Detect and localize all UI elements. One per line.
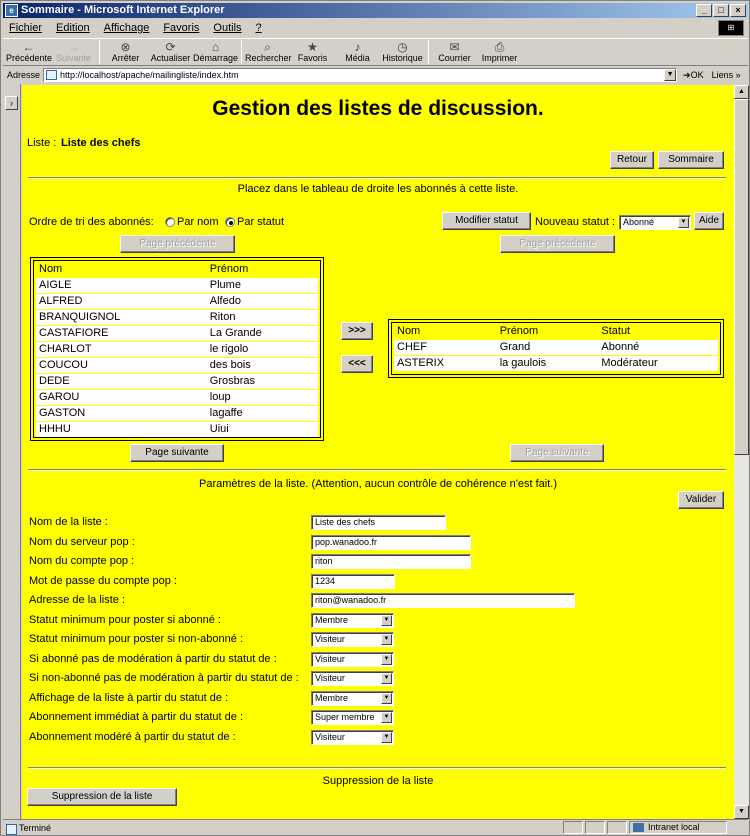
toolbar (3, 38, 748, 66)
address-label: Adresse (7, 70, 41, 80)
param-label: Abonnement immédiat à partir du statut de : (29, 711, 244, 723)
modifier-statut-button[interactable]: Modifier statut (442, 212, 531, 230)
toolbar-precedente-button[interactable] (6, 39, 51, 65)
sort-by-status-radio[interactable] (225, 217, 235, 227)
toolbar-arreter-button[interactable] (103, 39, 148, 65)
table-row[interactable] (36, 326, 318, 342)
chevron-down-icon: ▼ (381, 634, 392, 645)
column-header: Prénom (499, 325, 539, 337)
demarrage-icon: ⌂ (211, 40, 220, 54)
param-select[interactable]: Visiteur ▼ (311, 671, 394, 686)
table-cell: loup (209, 391, 231, 403)
ie-icon: e (5, 4, 18, 17)
left-prev-page-button[interactable]: Page précédente (120, 235, 235, 253)
chevron-down-icon: ▼ (381, 732, 392, 743)
menu-affichage[interactable]: Affichage (103, 22, 150, 34)
valider-button[interactable]: Valider (678, 491, 724, 509)
media-icon: ♪ (354, 40, 361, 54)
sort-by-name-radio[interactable] (165, 217, 175, 227)
toolbar-label: Démarrage (193, 53, 239, 63)
list-name: Liste des chefs (61, 137, 141, 149)
list-label: Liste : (27, 137, 57, 149)
table-row[interactable] (394, 340, 718, 356)
table-cell: COUCOU (39, 359, 88, 371)
param-select[interactable]: Visiteur ▼ (311, 632, 394, 647)
address-input[interactable]: http://localhost/apache/mailingliste/index.htm ▼ (43, 68, 677, 82)
toolbar-label: Favoris (297, 53, 328, 63)
toolbar-rechercher-button[interactable] (245, 39, 290, 65)
explorer-bar-toggle (3, 84, 21, 819)
historique-icon: ◷ (397, 40, 408, 54)
divider (28, 177, 726, 179)
table-row[interactable] (36, 310, 318, 326)
suivante-icon: → (67, 40, 80, 54)
toolbar-historique-button[interactable] (380, 39, 425, 65)
param-label: Nom du serveur pop : (29, 535, 135, 548)
table-cell: lagaffe (209, 407, 243, 419)
table-row[interactable] (36, 342, 318, 358)
title-bar (3, 3, 748, 18)
sort-label: Ordre de tri des abonnés: (29, 216, 154, 228)
chevron-down-icon: ▼ (381, 693, 392, 704)
remove-subscriber-button[interactable]: <<< (341, 355, 373, 373)
favoris-icon: ★ (307, 40, 318, 54)
param-select[interactable]: Super membre ▼ (311, 710, 394, 725)
list-subscribers-table (388, 319, 724, 378)
column-header: Statut (601, 325, 631, 337)
table-cell: Alfedo (209, 295, 241, 307)
scroll-thumb[interactable] (734, 99, 749, 455)
status-text: Terminé (3, 823, 563, 833)
menu-outils[interactable]: Outils (213, 22, 242, 34)
delete-title: Suppression de la liste (322, 775, 434, 787)
param-label: Nom du compte pop : (29, 555, 135, 567)
table-row[interactable] (36, 278, 318, 294)
rechercher-icon: ⌕ (264, 40, 271, 54)
param-input[interactable]: Liste des chefs (311, 515, 446, 530)
retour-button[interactable]: Retour (610, 151, 654, 169)
right-next-page-button[interactable]: Page suivante (510, 444, 604, 462)
instruction-text: Placez dans le tableau de droite les abonnés à cette liste. (237, 183, 519, 195)
links-button[interactable]: Liens » (711, 70, 741, 80)
actualiser-icon: ⟳ (165, 40, 176, 54)
left-next-page-button[interactable]: Page suivante (130, 444, 224, 462)
toolbar-label: Imprimer (481, 53, 518, 63)
table-cell: Grosbras (209, 375, 256, 387)
table-cell: GASTON (39, 407, 86, 419)
window-title: Sommaire - Microsoft Internet Explorer (21, 4, 225, 16)
new-status-label: Nouveau statut : (535, 216, 616, 228)
table-cell: la gaulois (499, 357, 547, 369)
page-title: Gestion des listes de discussion. (212, 97, 544, 120)
zone-indicator: Intranet local (629, 821, 727, 834)
table-header-row (36, 262, 318, 278)
toolbar-courrier-button[interactable] (432, 39, 477, 65)
chevron-down-icon: ▼ (381, 654, 392, 665)
table-row[interactable] (36, 390, 318, 406)
table-cell: CASTAFIORE (39, 327, 109, 339)
table-cell: AIGLE (39, 279, 72, 291)
maximize-button[interactable]: □ (713, 4, 729, 17)
param-input[interactable]: 1234 (311, 574, 395, 589)
new-status-select[interactable]: Abonné ▼ (619, 215, 691, 230)
aide-button[interactable]: Aide (694, 212, 724, 230)
param-label: Si abonné pas de modération à partir du statut de : (29, 652, 277, 665)
precedente-icon: ← (22, 40, 35, 54)
menu-edition[interactable]: Edition (56, 22, 90, 34)
table-cell: CHARLOT (39, 343, 92, 355)
toolbar-demarrage-button[interactable] (193, 39, 238, 65)
table-cell: La Grande (209, 327, 262, 339)
close-button[interactable]: × (730, 4, 746, 17)
table-cell: BRANQUIGNOL (39, 311, 121, 323)
address-dropdown-icon[interactable]: ▼ (664, 69, 676, 81)
scroll-up-icon[interactable]: ▲ (734, 85, 749, 99)
param-label: Abonnement modéré à partir du statut de : (29, 730, 236, 743)
param-label: Affichage de la liste à partir du statut de : (29, 691, 229, 704)
chevron-down-icon: ▼ (678, 217, 689, 228)
table-cell: GAROU (39, 391, 80, 403)
sort-by-name-label: Par nom (177, 216, 219, 228)
right-prev-page-button[interactable]: Page précédente (500, 235, 615, 253)
toolbar-label: Historique (382, 53, 423, 63)
menu-help[interactable]: ? (255, 22, 262, 34)
param-label: Si non-abonné pas de modération à partir du statut de : (29, 672, 299, 684)
toolbar-actualiser-button[interactable] (148, 39, 193, 65)
table-row[interactable] (394, 356, 718, 372)
param-select[interactable]: Visiteur ▼ (311, 652, 394, 667)
available-subscribers-table (30, 257, 324, 441)
table-cell: CHEF (397, 341, 427, 353)
menu-favoris[interactable]: Favoris (163, 22, 200, 34)
toolbar-imprimer-button[interactable] (477, 39, 522, 65)
page-content (22, 85, 734, 819)
delete-list-button[interactable]: Suppression de la liste (27, 788, 177, 806)
table-cell: Plume (209, 279, 241, 291)
toolbar-label: Suivante (55, 53, 92, 63)
table-row[interactable] (36, 422, 318, 438)
param-input[interactable]: pop.wanadoo.fr (311, 535, 471, 550)
table-cell: Modérateur (601, 357, 658, 369)
toolbar-media-button[interactable] (335, 39, 380, 65)
expand-arrow-icon[interactable]: › (5, 96, 18, 110)
column-header: Prénom (209, 263, 249, 275)
minimize-button[interactable]: _ (696, 4, 712, 17)
toolbar-label: Actualiser (150, 53, 191, 63)
chevron-down-icon: ▼ (381, 673, 392, 684)
divider (28, 767, 726, 769)
menu-fichier[interactable]: Fichier (9, 22, 43, 34)
table-row[interactable] (36, 358, 318, 374)
chevron-down-icon: ▼ (381, 712, 392, 723)
table-cell: Riton (209, 311, 236, 323)
windows-flag-icon: ⊞ (718, 20, 744, 36)
divider (28, 469, 726, 471)
chevron-down-icon: ▼ (381, 615, 392, 626)
table-cell: Grand (499, 341, 531, 353)
param-select[interactable]: Membre ▼ (311, 613, 394, 628)
table-header-row (394, 324, 718, 340)
scroll-down-icon[interactable]: ▼ (734, 805, 749, 819)
table-cell: des bois (209, 359, 251, 371)
table-cell: Abonné (601, 341, 640, 353)
toolbar-label: Média (345, 53, 370, 63)
go-button[interactable]: ➜OK (683, 69, 704, 80)
table-cell: DEDE (39, 375, 70, 387)
sommaire-button[interactable]: Sommaire (658, 151, 724, 169)
table-cell: ASTERIX (397, 357, 445, 369)
table-cell: le rigolo (209, 343, 249, 355)
param-label: Nom de la liste : (29, 516, 108, 528)
table-cell: HHHU (39, 423, 71, 435)
table-row[interactable] (36, 374, 318, 390)
toolbar-label: Précédente (6, 53, 53, 63)
toolbar-label: Rechercher (245, 53, 292, 63)
sort-by-status-label: Par statut (237, 216, 285, 228)
menu-bar (3, 19, 748, 37)
param-input[interactable]: riton (311, 554, 471, 569)
table-row[interactable] (36, 294, 318, 310)
imprimer-icon: ⎙ (494, 40, 505, 54)
arreter-icon: ⊗ (120, 40, 131, 54)
table-row[interactable] (36, 406, 318, 422)
params-title: Paramètres de la liste. (Attention, aucun contrôle de cohérence n'est fait.) (199, 478, 557, 490)
column-header: Nom (39, 263, 63, 275)
param-label: Mot de passe du compte pop : (29, 574, 177, 587)
status-bar (3, 819, 748, 835)
toolbar-suivante-button[interactable] (51, 39, 96, 65)
column-header: Nom (397, 325, 421, 337)
param-input[interactable]: riton@wanadoo.fr (311, 593, 575, 608)
param-select[interactable]: Membre ▼ (311, 691, 394, 706)
courrier-icon: ✉ (449, 40, 460, 54)
param-label: Adresse de la liste : (29, 594, 125, 606)
table-cell: Uiui (209, 423, 229, 435)
param-label: Statut minimum pour poster si non-abonné : (29, 633, 244, 645)
toolbar-favoris-button[interactable] (290, 39, 335, 65)
table-cell: ALFRED (39, 295, 83, 307)
param-label: Statut minimum pour poster si abonné : (29, 613, 221, 626)
page-icon (46, 70, 57, 80)
toolbar-label: Courrier (438, 53, 471, 63)
param-select[interactable]: Visiteur ▼ (311, 730, 394, 745)
add-subscriber-button[interactable]: >>> (341, 322, 373, 340)
address-bar (3, 67, 748, 83)
vertical-scrollbar[interactable] (734, 85, 749, 819)
toolbar-label: Arrêter (111, 53, 140, 63)
